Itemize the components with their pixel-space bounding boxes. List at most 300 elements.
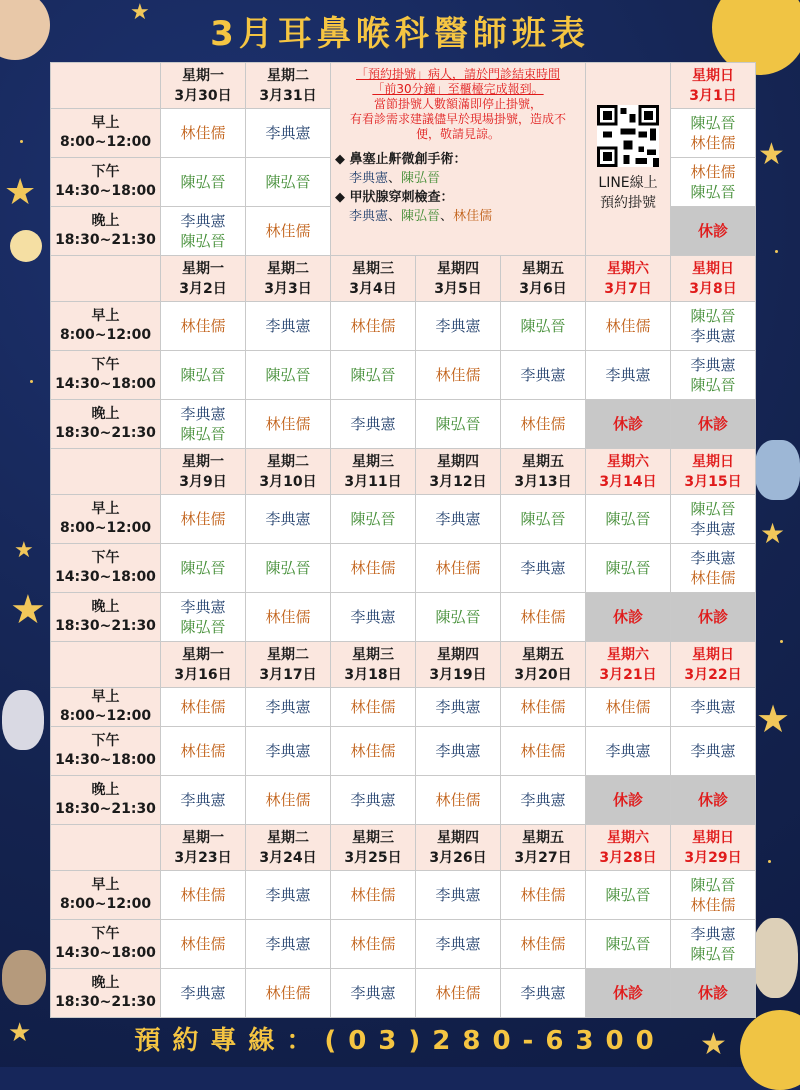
slot-time: 18:30~21:30	[55, 425, 156, 441]
day-header	[246, 63, 331, 109]
doctor-name: 陳弘晉	[520, 317, 566, 335]
day-header	[331, 642, 416, 688]
doctor-name: 林佳儒	[180, 124, 226, 142]
doctor-cell	[671, 544, 756, 593]
doctor-name: 李典憲	[520, 791, 566, 809]
weekday-label: 星期日	[692, 260, 735, 277]
doctor-cell	[246, 351, 331, 400]
time-slot-label	[51, 109, 161, 158]
weekday-label: 星期六	[607, 829, 650, 846]
slot-time: 14:30~18:00	[55, 752, 156, 768]
time-slot-label	[51, 688, 161, 727]
doctor-cell	[501, 544, 586, 593]
doctor-cell	[671, 158, 756, 207]
date-label: 3月9日	[179, 473, 227, 490]
slot-name: 下午	[91, 357, 120, 373]
slot-time: 8:00~12:00	[59, 134, 152, 150]
slot-time: 14:30~18:00	[55, 183, 156, 199]
closed-label: 休診	[671, 593, 756, 642]
time-slot-label	[51, 207, 161, 256]
star-icon: ★	[10, 587, 46, 633]
doctor-cell	[416, 969, 501, 1018]
weekday-label: 星期五	[522, 453, 564, 470]
doctor-name: 李典憲	[180, 405, 226, 423]
doctor-cell	[501, 920, 586, 969]
time-slot-label	[51, 158, 161, 207]
closed-label: 休診	[586, 400, 671, 449]
doctor-name: 陳弘晉	[690, 945, 736, 963]
astronaut-icon	[752, 918, 798, 998]
slot-name: 早上	[91, 877, 120, 893]
day-header	[331, 825, 416, 871]
doctor-name: 林佳儒	[605, 698, 651, 716]
doctor-name: 陳弘晉	[180, 232, 226, 250]
time-slot-label	[51, 920, 161, 969]
day-header	[671, 449, 756, 495]
doctor-name: 陳弘晉	[180, 173, 226, 191]
star-icon: ★	[8, 1018, 32, 1048]
doctor-cell	[671, 495, 756, 544]
corner-cell	[51, 256, 161, 302]
time-slot-label	[51, 351, 161, 400]
doctor-name: 林佳儒	[265, 608, 311, 626]
date-label: 3月25日	[344, 849, 402, 866]
doctor-name: 林佳儒	[180, 886, 226, 904]
doctor-name: 李典憲	[690, 742, 736, 760]
weekday-label: 星期三	[352, 829, 394, 846]
closed-label: 休診	[671, 776, 756, 825]
doctor-name: 林佳儒	[350, 886, 396, 904]
doctor-cell	[331, 727, 416, 776]
notice-line: 「前30分鐘」至櫃檯完成報到。	[372, 82, 544, 96]
weekday-label: 星期日	[692, 646, 735, 663]
doctor-cell	[331, 400, 416, 449]
doctor-cell	[161, 920, 246, 969]
date-label: 3月29日	[684, 849, 742, 866]
doctor-cell	[161, 207, 246, 256]
doctor-name: 李典憲	[435, 317, 481, 335]
doctor-cell	[501, 400, 586, 449]
day-header	[246, 642, 331, 688]
day-header	[501, 256, 586, 302]
weekday-label: 星期日	[692, 453, 735, 470]
slot-time: 18:30~21:30	[55, 994, 156, 1010]
weekday-label: 星期三	[352, 453, 394, 470]
slot-name: 晚上	[91, 782, 120, 798]
doctor-cell	[501, 302, 586, 351]
doctor-name: 李典憲	[265, 510, 311, 528]
doctor-name: 李典憲	[180, 212, 226, 230]
doctor-cell	[331, 688, 416, 727]
doctor-name: 李典憲	[435, 742, 481, 760]
doctor-cell	[161, 544, 246, 593]
day-header	[501, 825, 586, 871]
date-label: 3月19日	[429, 666, 487, 683]
day-header	[586, 449, 671, 495]
doctor-cell	[671, 871, 756, 920]
slot-name: 下午	[91, 733, 120, 749]
doctor-name: 林佳儒	[520, 935, 566, 953]
doctor-name: 陳弘晉	[690, 183, 736, 201]
day-header	[586, 825, 671, 871]
doctor-name: 陳弘晉	[180, 618, 226, 636]
doctor-cell	[671, 920, 756, 969]
corner-cell	[51, 63, 161, 109]
doctor-name: 李典憲	[690, 549, 736, 567]
doctor-cell	[416, 688, 501, 727]
date-label: 3月22日	[684, 666, 742, 683]
slot-time: 8:00~12:00	[59, 327, 152, 343]
day-header	[331, 256, 416, 302]
day-header	[161, 63, 246, 109]
slot-name: 下午	[91, 164, 120, 180]
doctor-cell	[161, 400, 246, 449]
notice-line: 「預約掛號」病人，請於門診結束時間	[356, 67, 561, 81]
date-label: 3月31日	[259, 87, 317, 104]
doctor-cell	[246, 727, 331, 776]
date-label: 3月14日	[599, 473, 657, 490]
doctor-name: 林佳儒	[350, 317, 396, 335]
doctor-cell	[416, 302, 501, 351]
date-label: 3月6日	[519, 280, 567, 297]
slot-time: 14:30~18:00	[55, 376, 156, 392]
doctor-cell	[246, 207, 331, 256]
doctor-cell	[246, 776, 331, 825]
notice-panel	[331, 63, 586, 256]
time-slot-label	[51, 400, 161, 449]
doctor-name: 李典憲	[605, 366, 651, 384]
date-label: 3月12日	[429, 473, 487, 490]
doctor-cell	[501, 871, 586, 920]
closed-label: 休診	[586, 776, 671, 825]
line-booking-label: LINE線上	[598, 175, 658, 191]
time-slot-label	[51, 302, 161, 351]
doctor-name: 林佳儒	[180, 742, 226, 760]
doctor-cell	[501, 776, 586, 825]
day-header	[161, 256, 246, 302]
doctor-name: 林佳儒	[690, 163, 736, 181]
doctor-name: 林佳儒	[265, 415, 311, 433]
date-label: 3月1日	[689, 87, 737, 104]
day-header	[586, 256, 671, 302]
doctor-cell	[501, 593, 586, 642]
doctor-name: 林佳儒	[690, 134, 736, 152]
doctor-cell	[586, 871, 671, 920]
doctor-cell	[331, 593, 416, 642]
doctor-cell	[501, 727, 586, 776]
doctor-cell	[246, 544, 331, 593]
doctor-cell	[416, 871, 501, 920]
doctor-name: 李典憲	[435, 698, 481, 716]
date-label: 3月24日	[259, 849, 317, 866]
doctor-cell	[161, 302, 246, 351]
doctor-cell	[416, 400, 501, 449]
doctor-name: 李典憲	[265, 124, 311, 142]
slot-name: 早上	[91, 689, 120, 705]
doctor-name: 陳弘晉	[350, 510, 396, 528]
doctor-cell	[331, 871, 416, 920]
weekday-label: 星期二	[267, 67, 309, 84]
doctor-cell	[586, 351, 671, 400]
doctor-cell	[246, 688, 331, 727]
doctor-name: 陳弘晉	[265, 173, 311, 191]
date-label: 3月11日	[344, 473, 402, 490]
doctor-name: 林佳儒	[605, 317, 651, 335]
doctor-name: 李典憲	[265, 886, 311, 904]
date-label: 3月2日	[179, 280, 227, 297]
star-dot	[780, 640, 783, 643]
notice-line: 當節掛號人數額滿即停止掛號，	[374, 97, 543, 111]
time-slot-label	[51, 969, 161, 1018]
doctor-name: 林佳儒	[435, 559, 481, 577]
slot-name: 早上	[91, 308, 120, 324]
slot-name: 晚上	[91, 406, 120, 422]
doctor-cell	[331, 776, 416, 825]
weekday-label: 星期六	[607, 646, 650, 663]
doctor-cell	[161, 969, 246, 1018]
weekday-label: 星期四	[437, 453, 479, 470]
doctor-name: 陳弘晉	[690, 307, 736, 325]
weekday-label: 星期一	[182, 829, 224, 846]
weekday-label: 星期五	[522, 829, 564, 846]
doctor-cell	[246, 969, 331, 1018]
doctor-name: 陳弘晉	[605, 559, 651, 577]
doctor-name: 李典憲	[350, 608, 396, 626]
procedure-doctors: 李典憲、陳弘晉	[349, 171, 441, 186]
doctor-name: 李典憲	[180, 791, 226, 809]
day-header	[246, 256, 331, 302]
slot-name: 下午	[91, 550, 120, 566]
doctor-name: 陳弘晉	[520, 510, 566, 528]
closed-label: 休診	[671, 969, 756, 1018]
line-booking-label: 預約掛號	[600, 195, 657, 211]
weekday-label: 星期四	[437, 260, 479, 277]
planet-icon	[755, 440, 800, 500]
day-header	[671, 256, 756, 302]
time-slot-label	[51, 544, 161, 593]
time-slot-label	[51, 776, 161, 825]
doctor-name: 李典憲	[265, 742, 311, 760]
procedure-title: ◆ 鼻塞止鼾微創手術：	[335, 152, 467, 167]
time-slot-label	[51, 871, 161, 920]
doctor-name: 李典憲	[350, 791, 396, 809]
astronaut-icon	[2, 950, 46, 1005]
weekday-label: 星期日	[692, 829, 735, 846]
qr-code-icon[interactable]	[597, 105, 659, 167]
slot-name: 早上	[91, 115, 120, 131]
closed-label: 休診	[671, 207, 756, 256]
slot-time: 14:30~18:00	[55, 945, 156, 961]
weekday-label: 星期五	[522, 260, 564, 277]
planet-icon	[10, 230, 42, 262]
doctor-name: 林佳儒	[520, 415, 566, 433]
date-label: 3月15日	[684, 473, 742, 490]
closed-label: 休診	[671, 400, 756, 449]
doctor-name: 林佳儒	[520, 608, 566, 626]
doctor-name: 林佳儒	[690, 896, 736, 914]
doctor-cell	[246, 920, 331, 969]
doctor-name: 林佳儒	[265, 984, 311, 1002]
slot-time: 8:00~12:00	[59, 708, 152, 724]
doctor-name: 陳弘晉	[605, 935, 651, 953]
star-icon: ★	[758, 137, 785, 172]
page-title: 3月耳鼻喉科醫師班表	[210, 14, 590, 54]
doctor-name: 陳弘晉	[180, 366, 226, 384]
procedure-title: ◆ 甲狀腺穿刺檢查：	[335, 190, 454, 205]
booking-phone-line: 預約專線：(03)280-6300	[134, 1026, 666, 1056]
weekday-label: 星期六	[607, 453, 650, 470]
doctor-cell	[501, 351, 586, 400]
doctor-name: 李典憲	[690, 327, 736, 345]
slot-name: 早上	[91, 501, 120, 517]
date-label: 3月26日	[429, 849, 487, 866]
doctor-cell	[501, 688, 586, 727]
doctor-cell	[161, 109, 246, 158]
doctor-name: 陳弘晉	[605, 886, 651, 904]
day-header	[161, 642, 246, 688]
doctor-name: 李典憲	[435, 886, 481, 904]
doctor-name: 林佳儒	[350, 698, 396, 716]
doctor-name: 陳弘晉	[265, 366, 311, 384]
doctor-cell	[586, 688, 671, 727]
star-dot	[30, 380, 33, 383]
doctor-cell	[501, 495, 586, 544]
date-label: 3月8日	[689, 280, 737, 297]
star-icon: ★	[760, 517, 786, 550]
date-label: 3月17日	[259, 666, 317, 683]
doctor-cell	[331, 544, 416, 593]
doctor-cell	[161, 727, 246, 776]
doctor-cell	[331, 495, 416, 544]
day-header	[246, 825, 331, 871]
doctor-name: 林佳儒	[520, 742, 566, 760]
doctor-cell	[671, 688, 756, 727]
doctor-cell	[586, 727, 671, 776]
notice-line: 便，敬請見諒。	[416, 127, 501, 141]
closed-label: 休診	[586, 593, 671, 642]
weekday-label: 星期一	[182, 646, 224, 663]
doctor-cell	[161, 593, 246, 642]
weekday-label: 星期一	[182, 67, 224, 84]
line-booking-panel[interactable]	[586, 63, 671, 256]
doctor-cell	[331, 302, 416, 351]
doctor-cell	[246, 400, 331, 449]
doctor-cell	[161, 776, 246, 825]
doctor-name: 李典憲	[265, 698, 311, 716]
date-label: 3月4日	[349, 280, 397, 297]
doctor-cell	[586, 302, 671, 351]
slot-time: 8:00~12:00	[59, 896, 152, 912]
doctor-name: 陳弘晉	[690, 376, 736, 394]
doctor-name: 林佳儒	[180, 698, 226, 716]
slot-time: 18:30~21:30	[55, 801, 156, 817]
time-slot-label	[51, 727, 161, 776]
doctor-cell	[331, 351, 416, 400]
doctor-cell	[416, 920, 501, 969]
date-label: 3月18日	[344, 666, 402, 683]
doctor-name: 陳弘晉	[180, 425, 226, 443]
doctor-name: 李典憲	[690, 520, 736, 538]
star-icon: ★	[14, 538, 34, 563]
weekday-label: 星期日	[692, 67, 735, 84]
doctor-name: 李典憲	[435, 510, 481, 528]
doctor-name: 李典憲	[520, 366, 566, 384]
weekday-label: 星期六	[607, 260, 650, 277]
doctor-cell	[246, 495, 331, 544]
doctor-name: 李典憲	[265, 935, 311, 953]
corner-cell	[51, 449, 161, 495]
day-header	[671, 825, 756, 871]
star-icon: ★	[756, 697, 791, 741]
day-header	[161, 825, 246, 871]
weekday-label: 星期一	[182, 453, 224, 470]
doctor-cell	[416, 544, 501, 593]
doctor-name: 林佳儒	[180, 317, 226, 335]
doctor-cell	[161, 351, 246, 400]
day-header	[416, 449, 501, 495]
doctor-name: 陳弘晉	[265, 559, 311, 577]
doctor-name: 陳弘晉	[435, 608, 481, 626]
time-slot-label	[51, 593, 161, 642]
doctor-cell	[246, 109, 331, 158]
slot-time: 8:00~12:00	[59, 520, 152, 536]
day-header	[501, 642, 586, 688]
doctor-cell	[246, 871, 331, 920]
doctor-name: 李典憲	[520, 984, 566, 1002]
day-header	[246, 449, 331, 495]
doctor-name: 李典憲	[690, 356, 736, 374]
doctor-name: 李典憲	[605, 742, 651, 760]
day-header	[416, 642, 501, 688]
date-label: 3月7日	[604, 280, 652, 297]
day-header	[671, 63, 756, 109]
doctor-name: 林佳儒	[180, 510, 226, 528]
doctor-name: 李典憲	[690, 925, 736, 943]
doctor-name: 李典憲	[180, 984, 226, 1002]
slot-time: 18:30~21:30	[55, 232, 156, 248]
doctor-name: 林佳儒	[350, 742, 396, 760]
date-label: 3月27日	[514, 849, 572, 866]
weekday-label: 星期三	[352, 646, 394, 663]
notice-text	[335, 67, 581, 142]
doctor-cell	[246, 593, 331, 642]
doctor-name: 林佳儒	[180, 935, 226, 953]
procedure-list	[335, 150, 581, 226]
date-label: 3月28日	[599, 849, 657, 866]
star-dot	[775, 250, 778, 253]
doctor-cell	[501, 969, 586, 1018]
schedule-table	[50, 62, 756, 1018]
slot-name: 晚上	[91, 213, 120, 229]
doctor-name: 林佳儒	[350, 559, 396, 577]
doctor-name: 李典憲	[350, 984, 396, 1002]
weekday-label: 星期二	[267, 829, 309, 846]
doctor-name: 林佳儒	[520, 698, 566, 716]
star-icon: ★	[130, 0, 150, 25]
doctor-name: 林佳儒	[265, 791, 311, 809]
doctor-cell	[161, 495, 246, 544]
doctor-name: 林佳儒	[690, 569, 736, 587]
slot-time: 14:30~18:00	[55, 569, 156, 585]
star-icon: ★	[700, 1027, 727, 1062]
doctor-cell	[586, 544, 671, 593]
date-label: 3月3日	[264, 280, 312, 297]
doctor-cell	[331, 920, 416, 969]
procedure-doctors: 李典憲、陳弘晉、林佳儒	[349, 209, 493, 224]
doctor-name: 林佳儒	[435, 791, 481, 809]
doctor-cell	[416, 351, 501, 400]
doctor-name: 李典憲	[435, 935, 481, 953]
